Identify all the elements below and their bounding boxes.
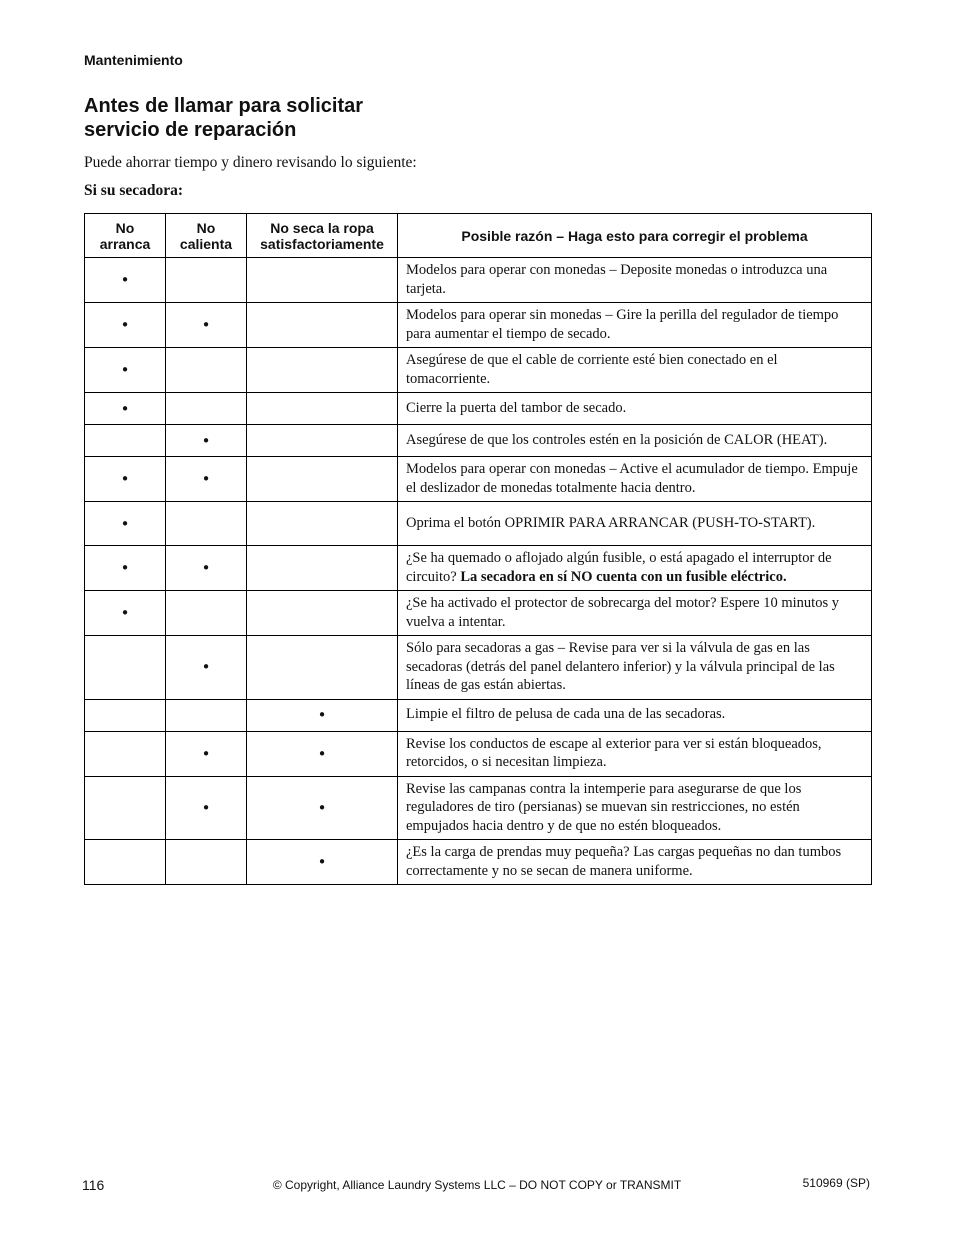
symptom-cell xyxy=(166,425,247,457)
section-label: Mantenimiento xyxy=(84,52,183,68)
reason-text: Revise los conductos de escape al exterior para ver si están bloqueados, retorcidos, o si necesitan limpieza. xyxy=(406,735,822,770)
reason-cell xyxy=(398,502,872,546)
bullet-mark: • xyxy=(201,431,211,450)
symptom-cell xyxy=(85,393,166,425)
reason-text: Revise las campanas contra la intemperie para asegurarse de que los reguladores de tiro (persianas) se muevan sin restricciones, no estén empujados hacia dentro y de que no estén bloqueados. xyxy=(406,780,802,834)
table-row xyxy=(85,546,872,591)
reason-text: Modelos para operar con monedas – Deposite monedas o introduzca una tarjeta. xyxy=(406,262,828,297)
table-row xyxy=(85,425,872,457)
table-row xyxy=(85,502,872,546)
symptom-cell xyxy=(247,348,398,393)
table-row xyxy=(85,636,872,700)
symptom-cell xyxy=(85,425,166,457)
symptom-cell xyxy=(247,457,398,502)
table-row xyxy=(85,591,872,636)
reason-cell xyxy=(398,303,872,348)
bullet-mark: • xyxy=(201,798,211,817)
symptom-cell xyxy=(85,502,166,546)
symptom-cell xyxy=(85,348,166,393)
document-number: 510969 (SP) xyxy=(802,1176,870,1190)
symptom-cell xyxy=(247,258,398,303)
page-number: 116 xyxy=(82,1177,105,1193)
reason-text: Modelos para operar sin monedas – Gire la perilla del regulador de tiempo para aumentar el tiempo de secado. xyxy=(406,307,839,342)
bullet-mark: • xyxy=(201,744,211,763)
symptom-cell xyxy=(166,591,247,636)
troubleshooting-table xyxy=(84,213,872,885)
symptom-cell xyxy=(85,546,166,591)
bullet-mark: • xyxy=(120,316,130,334)
reason-cell xyxy=(398,840,872,885)
column-header-no-calienta xyxy=(166,214,247,258)
bullet-mark: • xyxy=(120,470,130,488)
reason-cell xyxy=(398,636,872,700)
reason-cell xyxy=(398,699,872,731)
symptom-cell xyxy=(247,502,398,546)
table-row xyxy=(85,776,872,840)
symptom-cell xyxy=(85,776,166,840)
table-row xyxy=(85,258,872,303)
symptom-cell xyxy=(247,636,398,700)
symptom-cell xyxy=(166,546,247,591)
bullet-mark: • xyxy=(201,658,211,677)
symptom-cell xyxy=(247,303,398,348)
symptom-cell xyxy=(166,393,247,425)
symptom-cell xyxy=(247,776,398,840)
symptom-cell xyxy=(247,840,398,885)
table-row xyxy=(85,457,872,502)
column-header-no-seca xyxy=(247,214,398,258)
reason-cell xyxy=(398,457,872,502)
symptom-cell xyxy=(166,258,247,303)
column-header-line: arranca xyxy=(99,235,151,252)
bullet-mark: • xyxy=(120,361,130,379)
column-header-line: No seca la ropa xyxy=(270,219,374,236)
reason-text: ¿Se ha quemado o aflojado algún fusible, o está apagado el interruptor de circuito? xyxy=(406,550,832,585)
symptom-cell xyxy=(166,699,247,731)
column-header-line: calienta xyxy=(179,235,233,252)
symptom-cell xyxy=(247,699,398,731)
bullet-mark: • xyxy=(120,271,130,289)
table-row xyxy=(85,348,872,393)
bullet-mark: • xyxy=(317,798,327,817)
reason-cell xyxy=(398,776,872,840)
bullet-mark: • xyxy=(201,470,211,488)
table-row xyxy=(85,393,872,425)
bullet-mark: • xyxy=(120,514,130,533)
reason-text: Cierre la puerta del tambor de secado. xyxy=(406,399,627,416)
reason-emphasis: La secadora en sí NO cuenta con un fusible eléctrico. xyxy=(460,568,787,585)
symptom-cell xyxy=(85,731,166,776)
subheading: Si su secadora: xyxy=(84,182,184,199)
symptom-cell xyxy=(166,776,247,840)
symptom-cell xyxy=(85,258,166,303)
symptom-cell xyxy=(166,502,247,546)
symptom-cell xyxy=(166,731,247,776)
column-header-posible-razon xyxy=(398,214,872,258)
symptom-cell xyxy=(85,699,166,731)
bullet-mark: • xyxy=(120,399,130,418)
symptom-cell xyxy=(247,591,398,636)
reason-cell xyxy=(398,425,872,457)
reason-text: ¿Es la carga de prendas muy pequeña? Las cargas pequeñas no dan tumbos correctamente y no se secan de manera uniforme. xyxy=(406,844,842,879)
bullet-mark: • xyxy=(120,604,130,622)
bullet-mark: • xyxy=(201,316,211,334)
reason-cell xyxy=(398,546,872,591)
table-row xyxy=(85,840,872,885)
bullet-mark: • xyxy=(120,559,130,577)
symptom-cell xyxy=(166,840,247,885)
symptom-cell xyxy=(166,636,247,700)
reason-cell xyxy=(398,393,872,425)
page-title-line-1: Antes de llamar para solicitar xyxy=(84,95,364,117)
column-header-line: No xyxy=(196,219,216,236)
reason-text: Modelos para operar con monedas – Active el acumulador de tiempo. Empuje el deslizador de monedas totalmente hacia dentro. xyxy=(406,461,858,496)
reason-text: Limpie el filtro de pelusa de cada una de las secadoras. xyxy=(406,706,726,723)
table-row xyxy=(85,699,872,731)
reason-text: Asegúrese de que los controles estén en la posición de CALOR (HEAT). xyxy=(406,431,828,448)
reason-cell xyxy=(398,731,872,776)
bullet-mark: • xyxy=(317,853,327,871)
copyright-notice: © Copyright, Alliance Laundry Systems LLC – DO NOT COPY or TRANSMIT xyxy=(272,1178,682,1192)
symptom-cell xyxy=(166,457,247,502)
bullet-mark: • xyxy=(201,559,211,577)
table-row xyxy=(85,303,872,348)
symptom-cell xyxy=(247,731,398,776)
column-header-line: satisfactoriamente xyxy=(260,235,384,252)
page-title-line-2: servicio de reparación xyxy=(84,119,297,141)
reason-text: Asegúrese de que el cable de corriente esté bien conectado en el tomacorriente. xyxy=(406,352,778,387)
symptom-cell xyxy=(166,303,247,348)
reason-cell xyxy=(398,591,872,636)
table-body xyxy=(85,258,872,885)
symptom-cell xyxy=(85,636,166,700)
symptom-cell xyxy=(85,303,166,348)
bullet-mark: • xyxy=(317,744,327,763)
bullet-mark: • xyxy=(317,706,327,724)
symptom-cell xyxy=(85,457,166,502)
page-title xyxy=(84,94,584,142)
column-header-no-arranca xyxy=(85,214,166,258)
reason-text: Sólo para secadoras a gas – Revise para ver si la válvula de gas en las secadoras (detrás del panel delantero inferior) y la válvula principal de las líneas de gas están abiertas. xyxy=(406,640,835,693)
symptom-cell xyxy=(166,348,247,393)
reason-cell xyxy=(398,348,872,393)
column-header-line: Posible razón – Haga esto para corregir el problema xyxy=(461,227,808,244)
reason-text: Oprima el botón OPRIMIR PARA ARRANCAR (PUSH-TO-START). xyxy=(406,514,816,531)
reason-cell xyxy=(398,258,872,303)
symptom-cell xyxy=(85,840,166,885)
column-header-line: No xyxy=(115,219,135,236)
symptom-cell xyxy=(247,393,398,425)
symptom-cell xyxy=(247,546,398,591)
reason-text: ¿Se ha activado el protector de sobrecarga del motor? Espere 10 minutos y vuelva a intentar. xyxy=(406,595,839,630)
table-row xyxy=(85,731,872,776)
table-header-row xyxy=(85,214,872,258)
symptom-cell xyxy=(247,425,398,457)
intro-paragraph: Puede ahorrar tiempo y dinero revisando lo siguiente: xyxy=(84,154,417,171)
symptom-cell xyxy=(85,591,166,636)
